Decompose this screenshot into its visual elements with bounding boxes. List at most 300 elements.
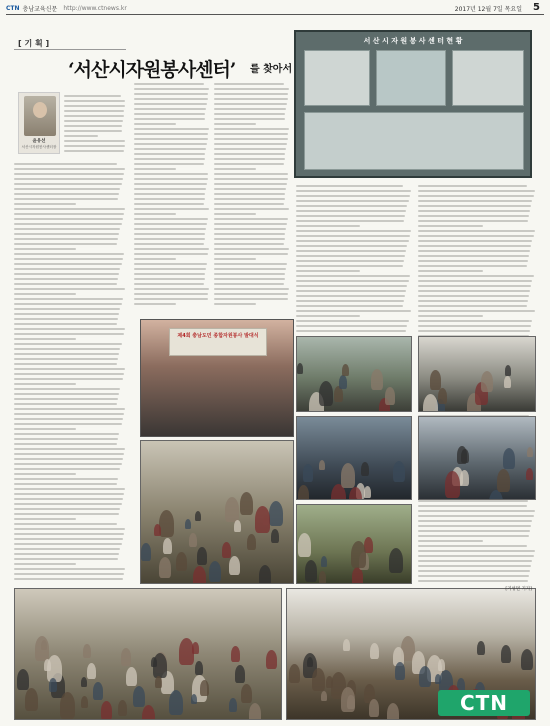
text-line xyxy=(14,468,120,470)
photo-detail xyxy=(121,648,131,666)
text-line xyxy=(64,150,124,152)
text-line xyxy=(418,550,535,552)
photo-detail xyxy=(321,691,327,702)
center-sign-photo xyxy=(294,30,532,178)
text-line xyxy=(14,528,125,530)
text-line xyxy=(134,188,206,190)
ctn-logo: CTN xyxy=(438,690,530,716)
text-line xyxy=(214,103,287,105)
text-line xyxy=(14,238,118,240)
text-line xyxy=(418,500,528,502)
photo-detail xyxy=(142,705,155,721)
photo-detail xyxy=(93,682,103,700)
text-line xyxy=(134,178,208,180)
text-line xyxy=(296,305,403,307)
photo-detail xyxy=(25,688,38,711)
text-line xyxy=(64,95,121,97)
photo-detail xyxy=(154,524,161,537)
text-line xyxy=(134,238,205,240)
text-line xyxy=(418,520,532,522)
text-line xyxy=(214,178,288,180)
photo-detail xyxy=(247,534,256,550)
text-line xyxy=(14,408,125,410)
text-line xyxy=(418,510,535,512)
text-line xyxy=(214,203,284,205)
text-line xyxy=(64,140,125,142)
title-divider xyxy=(14,49,126,50)
text-line xyxy=(214,238,285,240)
photo-detail xyxy=(477,641,485,655)
text-line xyxy=(14,453,124,455)
text-line xyxy=(296,295,405,297)
author-name: 윤유선 xyxy=(32,139,46,144)
photo-detail xyxy=(271,529,279,543)
text-line xyxy=(14,558,118,560)
body-column-4 xyxy=(296,182,412,332)
text-line xyxy=(14,518,76,520)
photo-detail xyxy=(101,701,112,721)
text-line xyxy=(214,198,285,200)
text-line xyxy=(418,320,532,322)
text-line xyxy=(418,330,530,332)
author-photo xyxy=(24,96,56,136)
text-line xyxy=(134,203,204,205)
text-line xyxy=(14,428,76,430)
text-line xyxy=(418,315,483,317)
gardening-photo xyxy=(296,504,412,584)
photo-detail xyxy=(141,543,151,561)
text-line xyxy=(14,568,125,570)
photo-detail xyxy=(481,371,493,393)
text-line xyxy=(418,565,531,567)
photo-detail xyxy=(155,676,162,689)
photo-detail xyxy=(153,653,167,678)
photo-detail xyxy=(49,678,57,692)
text-line xyxy=(14,208,125,210)
sign-panel xyxy=(304,112,524,170)
text-line xyxy=(214,268,286,270)
text-line xyxy=(418,245,531,247)
text-line xyxy=(134,258,176,260)
text-line xyxy=(418,560,532,562)
photo-detail xyxy=(321,556,327,567)
text-line xyxy=(214,223,287,225)
text-line xyxy=(134,278,205,280)
text-line xyxy=(14,223,122,225)
text-line xyxy=(214,148,286,150)
photo-detail xyxy=(176,552,187,572)
text-line xyxy=(296,320,409,322)
headline: ‘서산시자원봉사센터’ xyxy=(68,59,236,81)
text-line xyxy=(214,208,289,210)
text-line xyxy=(418,270,483,272)
text-line xyxy=(14,448,125,450)
photo-detail xyxy=(35,636,49,661)
photo-detail xyxy=(521,649,533,671)
text-line xyxy=(134,198,205,200)
text-line xyxy=(214,173,288,175)
text-line xyxy=(214,228,286,230)
text-line xyxy=(134,93,208,95)
photo-detail xyxy=(387,703,399,721)
text-line xyxy=(418,200,532,202)
text-line xyxy=(14,463,122,465)
photo-detail xyxy=(430,370,441,390)
text-line xyxy=(418,530,530,532)
photo-detail xyxy=(312,668,325,691)
text-line xyxy=(64,105,125,107)
photo-detail xyxy=(185,519,191,530)
photo-detail xyxy=(163,538,172,554)
text-line xyxy=(296,245,407,247)
text-line xyxy=(296,310,411,312)
text-line xyxy=(14,278,118,280)
text-line xyxy=(134,118,205,120)
text-line xyxy=(14,493,124,495)
text-line xyxy=(134,128,209,130)
text-line xyxy=(296,260,404,262)
text-line xyxy=(134,303,176,305)
text-line xyxy=(14,178,123,180)
text-line xyxy=(14,313,119,315)
text-line xyxy=(134,223,207,225)
text-line xyxy=(418,290,530,292)
text-line xyxy=(134,173,208,175)
text-line xyxy=(134,163,204,165)
text-line xyxy=(14,373,124,375)
text-line xyxy=(296,220,404,222)
text-line xyxy=(214,163,284,165)
text-line xyxy=(214,278,285,280)
text-line xyxy=(418,230,535,232)
paper-url[interactable]: http://www.ctnews.kr xyxy=(63,5,127,12)
photo-detail xyxy=(222,542,231,558)
hall-banner: 제4회 충남도민 종합자원봉사 발대식 xyxy=(169,328,267,356)
photo-detail xyxy=(229,698,237,712)
text-line xyxy=(296,300,404,302)
awards-event-photo xyxy=(296,416,412,500)
text-line xyxy=(14,233,119,235)
photo-detail xyxy=(503,448,515,470)
text-line xyxy=(214,93,288,95)
text-line xyxy=(214,298,288,300)
text-line xyxy=(14,393,119,395)
text-line xyxy=(418,185,527,187)
text-line xyxy=(14,268,120,270)
text-line xyxy=(14,433,119,435)
text-line xyxy=(134,233,205,235)
text-line xyxy=(296,280,409,282)
text-line xyxy=(14,288,125,290)
text-line xyxy=(14,163,117,165)
text-line xyxy=(14,503,122,505)
photo-detail xyxy=(133,686,145,708)
text-line xyxy=(134,263,207,265)
photo-detail xyxy=(235,665,245,683)
volunteer-group-photo xyxy=(296,336,412,412)
text-line xyxy=(296,200,409,202)
text-line xyxy=(296,265,403,267)
sign-title: 서 산 시 자 원 봉 사 센 터 현 황 xyxy=(363,37,463,45)
text-line xyxy=(14,548,120,550)
text-line xyxy=(296,275,410,277)
text-line xyxy=(418,225,483,227)
text-line xyxy=(214,188,286,190)
text-line xyxy=(14,523,117,525)
text-line xyxy=(14,533,124,535)
text-line xyxy=(134,283,204,285)
photo-detail xyxy=(240,492,253,515)
text-line xyxy=(14,578,123,580)
photo-detail xyxy=(298,533,311,556)
text-line xyxy=(214,288,289,290)
text-line xyxy=(296,235,410,237)
text-line xyxy=(14,243,117,245)
text-line xyxy=(418,275,534,277)
text-line xyxy=(214,83,284,85)
photo-detail xyxy=(319,571,326,584)
text-line xyxy=(214,303,256,305)
text-line xyxy=(134,138,208,140)
text-line xyxy=(214,253,288,255)
text-line xyxy=(418,545,527,547)
text-line xyxy=(418,535,529,537)
text-line xyxy=(214,153,285,155)
photo-detail xyxy=(229,556,240,576)
text-line xyxy=(214,258,256,260)
sign-panel xyxy=(304,50,370,106)
text-line xyxy=(64,110,124,112)
text-line xyxy=(134,113,205,115)
photo-credit: [기성면 기자] xyxy=(505,587,532,592)
text-line xyxy=(296,195,410,197)
photo-detail xyxy=(369,699,379,717)
text-line xyxy=(134,183,207,185)
text-line xyxy=(418,505,527,507)
masthead-logo: CTN xyxy=(6,5,20,12)
text-line xyxy=(214,218,288,220)
text-line xyxy=(418,205,531,207)
photo-detail xyxy=(339,375,347,389)
text-line xyxy=(14,388,120,390)
text-line xyxy=(418,195,534,197)
text-line xyxy=(418,310,535,312)
photo-detail xyxy=(249,703,261,721)
text-line xyxy=(14,513,119,515)
section-tag: [ 기 획 ] xyxy=(18,39,50,48)
text-line xyxy=(14,333,124,335)
photo-detail xyxy=(527,447,533,458)
text-line xyxy=(418,260,528,262)
text-line xyxy=(64,115,124,117)
text-line xyxy=(214,88,289,90)
photo-detail xyxy=(371,369,383,391)
text-line xyxy=(14,368,125,370)
author-role: 서산시자원봉사센터장 xyxy=(21,145,57,149)
text-line xyxy=(418,325,531,327)
sign-panel xyxy=(376,50,446,106)
text-line xyxy=(134,153,205,155)
text-line xyxy=(134,288,209,290)
text-line xyxy=(14,413,124,415)
text-line xyxy=(418,215,529,217)
text-line xyxy=(418,570,530,572)
photo-detail xyxy=(341,463,355,488)
text-line xyxy=(14,383,76,385)
text-line xyxy=(134,243,204,245)
photo-detail xyxy=(195,661,203,675)
text-line xyxy=(14,563,76,565)
text-line xyxy=(214,118,285,120)
photo-detail xyxy=(126,667,137,687)
text-line xyxy=(214,98,288,100)
text-line xyxy=(214,108,286,110)
text-line xyxy=(14,173,124,175)
text-line xyxy=(14,443,117,445)
text-line xyxy=(418,575,529,577)
page-number: 5 xyxy=(533,2,540,13)
body-column-1 xyxy=(14,160,126,584)
text-line xyxy=(14,438,118,440)
text-line xyxy=(14,168,125,170)
photo-detail xyxy=(526,468,533,481)
text-line xyxy=(214,293,288,295)
photo-detail xyxy=(209,561,221,583)
text-line xyxy=(214,273,285,275)
text-line xyxy=(214,243,284,245)
text-line xyxy=(14,338,76,340)
masthead xyxy=(6,3,544,15)
text-line xyxy=(134,248,209,250)
text-line xyxy=(418,525,531,527)
photo-detail xyxy=(60,692,75,719)
photo-detail xyxy=(370,643,379,659)
text-line xyxy=(134,193,205,195)
text-line xyxy=(296,330,406,332)
text-line xyxy=(418,210,530,212)
text-line xyxy=(214,193,285,195)
text-line xyxy=(134,88,209,90)
text-line xyxy=(418,190,535,192)
text-line xyxy=(214,183,287,185)
photo-detail xyxy=(497,469,510,492)
text-line xyxy=(14,303,122,305)
text-line xyxy=(134,168,176,170)
text-line xyxy=(418,540,483,542)
photo-detail xyxy=(191,694,197,705)
photo-detail xyxy=(445,471,460,498)
text-line xyxy=(14,553,119,555)
photo-detail xyxy=(504,376,511,389)
photo-detail xyxy=(501,645,511,663)
photo-detail xyxy=(361,462,369,476)
photo-detail xyxy=(343,639,350,652)
text-line xyxy=(418,515,534,517)
photo-detail xyxy=(298,485,309,500)
text-line xyxy=(14,188,120,190)
text-line xyxy=(214,133,288,135)
text-line xyxy=(134,148,206,150)
text-line xyxy=(418,265,527,267)
text-line xyxy=(14,363,117,365)
text-line xyxy=(134,228,206,230)
photo-detail xyxy=(193,566,206,584)
text-line xyxy=(14,283,117,285)
text-line xyxy=(214,128,289,130)
text-line xyxy=(418,305,527,307)
text-line xyxy=(14,328,125,330)
text-line xyxy=(14,473,76,475)
text-line xyxy=(14,298,123,300)
photo-detail xyxy=(197,547,207,565)
photo-detail xyxy=(460,470,469,486)
photo-detail xyxy=(351,541,366,568)
photo-detail xyxy=(159,557,171,579)
text-line xyxy=(296,270,360,272)
text-line xyxy=(14,273,119,275)
text-line xyxy=(214,283,284,285)
photo-detail xyxy=(200,680,209,696)
text-line xyxy=(14,218,123,220)
text-line xyxy=(418,235,534,237)
text-line xyxy=(14,378,123,380)
text-line xyxy=(214,248,289,250)
paper-name: 충남교육신문 xyxy=(22,6,58,13)
text-line xyxy=(214,138,288,140)
text-line xyxy=(134,123,176,125)
photo-detail xyxy=(393,461,405,483)
text-line xyxy=(134,98,208,100)
photo-detail xyxy=(297,363,303,374)
outdoor-work-photo xyxy=(140,440,294,584)
text-line xyxy=(14,323,117,325)
photo-detail xyxy=(364,486,371,499)
text-line xyxy=(214,123,256,125)
text-line xyxy=(418,250,530,252)
text-line xyxy=(296,285,407,287)
text-line xyxy=(64,125,122,127)
text-line xyxy=(418,255,529,257)
text-line xyxy=(14,498,123,500)
text-line xyxy=(296,290,406,292)
text-line xyxy=(134,133,208,135)
text-line xyxy=(134,298,208,300)
text-line xyxy=(134,253,208,255)
text-line xyxy=(14,258,123,260)
text-line xyxy=(14,398,118,400)
text-line xyxy=(14,253,124,255)
text-line xyxy=(418,240,532,242)
text-line xyxy=(214,158,285,160)
text-line xyxy=(64,100,125,102)
text-line xyxy=(134,103,207,105)
photo-detail xyxy=(505,365,511,376)
photo-detail xyxy=(395,662,405,680)
text-line xyxy=(418,295,529,297)
photo-detail xyxy=(342,364,349,377)
text-line xyxy=(296,315,360,317)
photo-detail xyxy=(179,638,194,665)
text-line xyxy=(14,183,122,185)
text-line xyxy=(14,483,117,485)
text-line xyxy=(134,158,205,160)
text-line xyxy=(296,240,409,242)
text-line xyxy=(14,248,76,250)
text-line xyxy=(296,205,407,207)
photo-detail xyxy=(438,388,447,404)
text-line xyxy=(214,233,285,235)
text-line xyxy=(296,225,360,227)
